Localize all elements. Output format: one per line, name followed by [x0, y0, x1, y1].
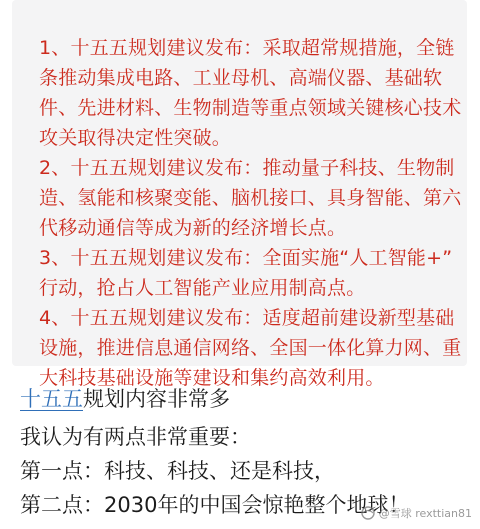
quote-line: 3、十五五规划建议发布：全面实施“人工智能+”: [39, 247, 453, 269]
xueqiu-snowball-icon: [360, 506, 376, 520]
quote-line: 行动，抢占人工智能产业应用制高点。: [39, 277, 366, 299]
quote-line: 造、氢能和核聚变能、脑机接口、具身智能、第六: [39, 187, 462, 209]
post-line: 我认为有两点非常重要：: [20, 425, 251, 449]
post-line: 第二点：2030年的中国会惊艳整个地球！: [20, 493, 410, 517]
topic-link[interactable]: 十五五: [20, 387, 83, 411]
post-line-topic: [20, 382, 230, 416]
quote-line: 设施，推进信息通信网络、全国一体化算力网、重: [39, 337, 462, 359]
quote-line: 2、十五五规划建议发布：推动量子科技、生物制: [39, 157, 455, 179]
watermark-text: @雪球 rexttian81: [378, 507, 472, 520]
post-line: 第一点：科技、科技、还是科技，: [20, 459, 335, 483]
post-line-text: 规划内容非常多: [83, 387, 230, 411]
quote-line: 件、先进材料、生物制造等重点领域关键核心技术: [39, 97, 462, 119]
quote-line: 代移动通信等成为新的经济增长点。: [39, 217, 347, 239]
quote-line: 条推动集成电路、工业母机、高端仪器、基础软: [39, 67, 443, 89]
quoted-text-box: [12, 0, 467, 389]
quote-line: 1、十五五规划建议发布：采取超常规措施，全链: [39, 37, 455, 59]
quote-line: 4、十五五规划建议发布：适度超前建设新型基础: [39, 307, 455, 329]
watermark: [360, 505, 472, 521]
quote-line: 攻关取得决定性突破。: [39, 127, 232, 149]
quote-line: 大科技基础设施等建设和集约高效利用。: [39, 367, 385, 389]
